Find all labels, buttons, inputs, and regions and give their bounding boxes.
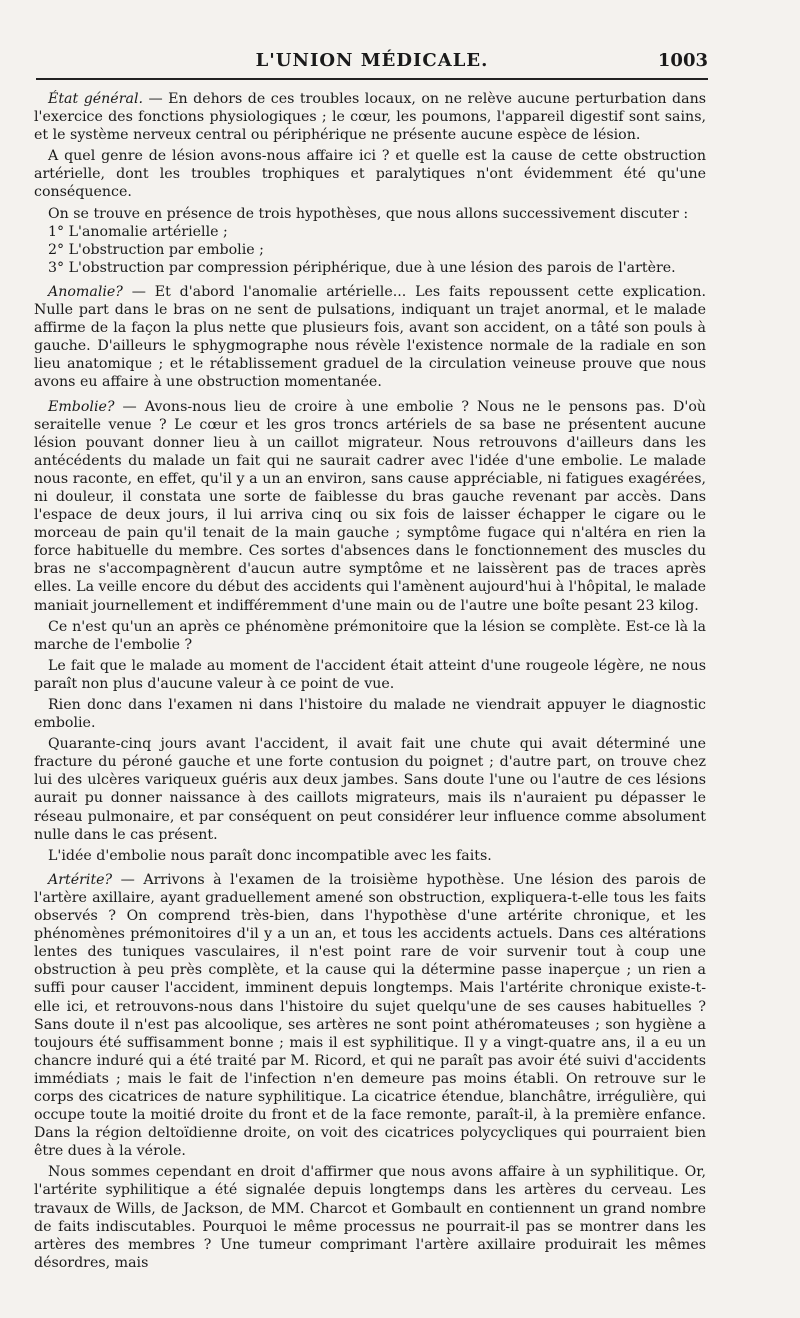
journal-title: L'UNION MÉDICALE.: [255, 50, 489, 71]
paragraph: Embolie? — Avons-nous lieu de croire à une embolie ? Nous ne le pensons pas. D'où seraitelle venue ? Le cœur et les gros troncs artériels de sa base ne présentent aucune lésion pouvant donner lieu à un caillot migrateur. Nous retrouvons d'ailleurs dans les antécédents du malade un fait qui ne saurait cadrer avec l'idée d'une embolie. Le malade nous raconte, en effet, qu'il y a un an environ, sans cause appréciable, ni fatigues exagérées, ni douleur, il constata une sorte de faiblesse du bras gauche revenant par accès. Dans l'espace de deux jours, il lui arriva cinq ou six fois de laisser échapper le cigare ou le morceau de pain qu'il tenait de la main gauche ; symptôme fugace qui n'altéra en rien la force habituelle du membre. Ces sortes d'absences dans le fonctionnement des muscles du bras ne s'accompagnèrent d'aucun autre symptôme et ne laissèrent pas de traces après elles. La veille encore du début des accidents qui l'amènent aujourd'hui à l'hôpital, le malade maniait journellement et indifféremment d'une main ou de l'autre une boîte pesant 23 kilog.: [34, 398, 707, 614]
paragraph: Nous sommes cependant en droit d'affirmer que nous avons affaire à un syphilitique. Or, l'artérite syphilitique a été signalée depuis longtemps dans les artères du cerveau. Les travaux de Wills, de Jackson, de MM. Charcot et Gombault en contiennent un grand nombre de faits indiscutables. Pourquoi le même processus ne pourrait-il pas se montrer dans les artères des membres ? Une tumeur comprimant l'artère axillaire produirait les mêmes désordres, mais: [34, 1164, 706, 1271]
paragraph: Quarante-cinq jours avant l'accident, il avait fait une chute qui avait déterminé une fracture du péroné gauche et une forte contusion du poignet ; d'autre part, on trouve chez lui des ulcères variqueux guéris aux deux jambes. Sans doute l'une ou l'autre de ces lésions aurait pu donner naissance à des caillots migrateurs, mais ils n'auraient pu dépasser le réseau pulmonaire, et par conséquent on peut considérer leur influence comme absolument nulle dans le cas présent.: [34, 736, 706, 843]
running-header: [36, 48, 708, 80]
article-body: [34, 90, 706, 1275]
section-lead: Anomalie?: [48, 283, 123, 300]
list-item: 3° L'obstruction par compression périphérique, due à une lésion des parois de l'artère.: [48, 259, 676, 276]
page-number: 1003: [657, 50, 708, 71]
list-item: 1° L'anomalie artérielle ;: [48, 223, 228, 240]
paragraph: On se trouve en présence de trois hypothèses, que nous allons successivement discuter :: [48, 205, 689, 222]
list-item: 2° L'obstruction par embolie ;: [48, 241, 264, 258]
paragraph: Artérite? — Arrivons à l'examen de la troisième hypothèse. Une lésion des parois de l'artère axillaire, ayant graduellement amené son obstruction, expliquera-t-elle tous les faits observés ? On comprend très-bien, dans l'hypothèse d'une artérite chronique, et les phénomènes prémonitoires d'il y a un an, et tous les accidents actuels. Dans ces altérations lentes des tuniques vasculaires, il n'est point rare de voir survenir tout à coup une obstruction à peu près complète, et la cause qui la détermine passe inaperçue ; un rien a suffi pour causer l'accident, imminent depuis longtemps. Mais l'artérite chronique existe-t-elle ici, et retrouvons-nous dans l'histoire du sujet quelqu'une de ses causes habituelles ? Sans doute il n'est pas alcoolique, ses artères ne sont point athéromateuses ; son hygiène a toujours été suffisamment bonne ; mais il est syphilitique. Il y a vingt-quatre ans, il a eu un chancre induré qui a été traité par M. Ricord, et qui ne paraît pas avoir été suivi d'accidents immédiats ; mais le fait de l'infection n'en demeure pas moins établi. On retrouve sur le corps des cicatrices de nature syphilitique. La cicatrice étendue, blanchâtre, irrégulière, qui occupe toute la moitié droite du front et de la face remonte, paraît-il, à la première enfance. Dans la région deltoïdienne droite, on voit des cicatrices polycycliques qui pourraient bien être dues à la vérole.: [34, 871, 706, 1160]
section-lead: Artérite?: [48, 871, 113, 888]
section-lead: Embolie?: [48, 398, 115, 415]
paragraph: A quel genre de lésion avons-nous affaire ici ? et quelle est la cause de cette obstruction artérielle, dont les troubles trophiques et paralytiques n'ont évidemment été qu'une conséquence.: [34, 148, 706, 201]
paragraph: État général. — En dehors de ces troubles locaux, on ne relève aucune perturbation dans l'exercice des fonctions physiologiques ; le cœur, les poumons, l'appareil digestif sont sains, et le système nerveux central ou périphérique ne présente aucune espèce de lésion.: [34, 91, 707, 144]
section-lead: État général.: [48, 91, 143, 107]
paragraph: Anomalie? — Et d'abord l'anomalie artérielle... Les faits repoussent cette explication. Nulle part dans le bras on ne sent de pulsations, indiquant un trajet anormal, et le malade affirme de la façon la plus nette que plusieurs fois, avant son accident, on a tâté son pouls à gauche. D'ailleurs le sphygmographe nous révèle l'existence normale de la radiale en son lieu anatomique ; et le rétablissement graduel de la circulation veineuse prouve que nous avons eu affaire à une obstruction momentanée.: [34, 283, 706, 391]
paragraph: Rien donc dans l'examen ni dans l'histoire du malade ne viendrait appuyer le diagnostic embolie.: [34, 697, 706, 732]
paragraph: Le fait que le malade au moment de l'accident était atteint d'une rougeole légère, ne nous paraît non plus d'aucune valeur à ce point de vue.: [34, 657, 706, 692]
paragraph: L'idée d'embolie nous paraît donc incompatible avec les faits.: [48, 847, 492, 864]
paragraph: Ce n'est qu'un an après ce phénomène prémonitoire que la lésion se complète. Est-ce là la marche de l'embolie ?: [34, 618, 706, 653]
